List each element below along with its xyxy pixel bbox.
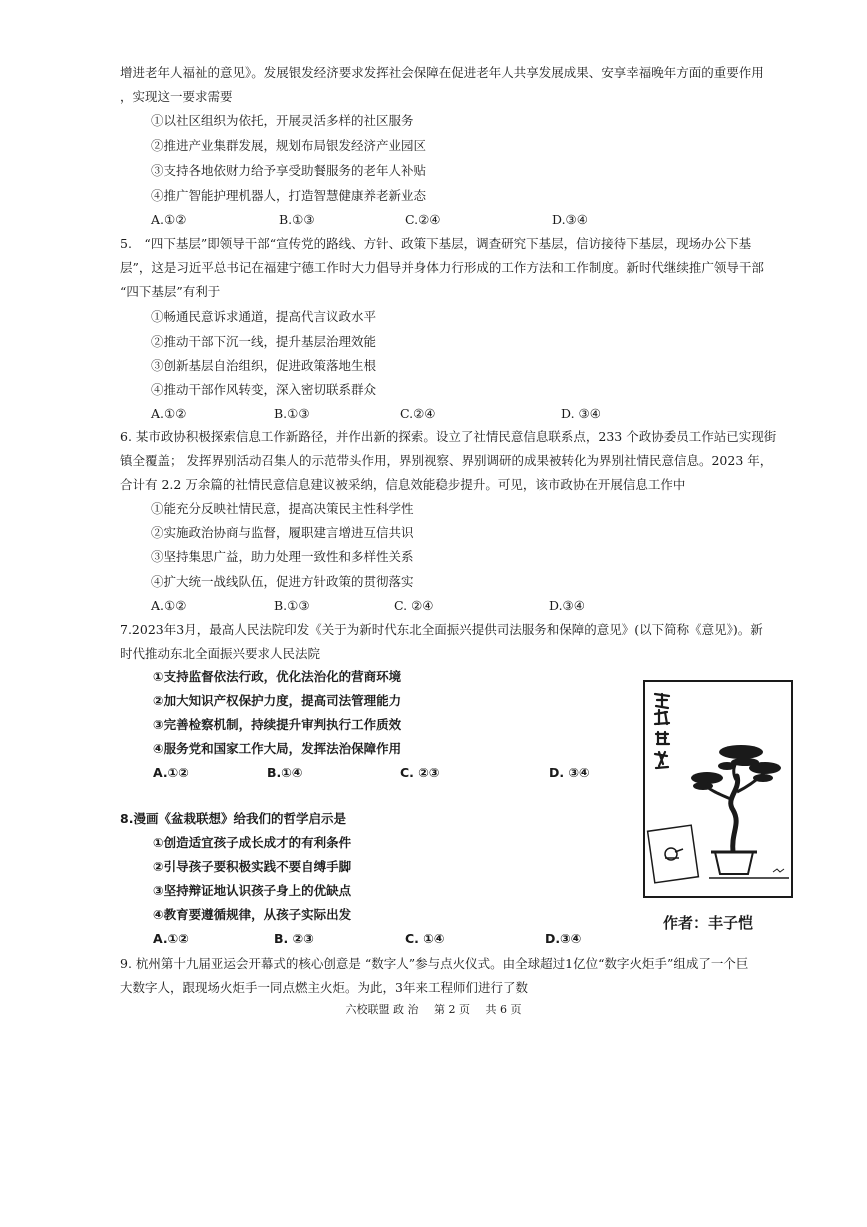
answer-d[interactable]: D.③④ [552,212,588,227]
answer-b[interactable]: B.①③ [274,598,310,613]
question-5-item-4: ④推动干部作风转变，深入密切联系群众 [151,382,377,397]
question-5-item-3: ③创新基层自治组织，促进政策落地生根 [151,358,377,373]
question-9-stem-line-1: 9. 杭州第十九届亚运会开幕式的核心创意是 “数字人”参与点火仪式。由全球超过1亿位“数字火炬手”组成了一个巨 [120,956,749,971]
question-7-stem-line-2: 时代推动东北全面振兴要求人民法院 [120,646,321,661]
answer-b[interactable]: B. ②③ [274,931,314,946]
question-8-item-1: ①创造适宜孩子成长成才的有利条件 [153,835,352,850]
answer-a[interactable]: A.①② [151,212,187,227]
answer-c[interactable]: C. ②④ [394,598,434,613]
answer-d[interactable]: D.③④ [549,598,585,613]
cartoon-caption: 作者：丰子恺 [663,914,754,932]
answer-b[interactable]: B.①③ [279,212,315,227]
question-6-item-1: ①能充分反映社情民意，提高决策民主性科学性 [151,501,414,516]
question-7-item-1: ①支持监督依法行政，优化法治化的营商环境 [153,669,402,684]
question-4-item-4: ④推广智能护理机器人，打造智慧健康养老新业态 [151,188,427,203]
question-4-stem-line-1: 增进老年人福祉的意见》。发展银发经济要求发挥社会保障在促进老年人共享发展成果、安享幸福晚年方面的重要作用 [120,65,764,80]
question-4-item-1: ①以社区组织为依托，开展灵活多样的社区服务 [151,113,414,128]
question-6-item-3: ③坚持集思广益，助力处理一致性和多样性关系 [151,549,414,564]
answer-a[interactable]: A.①② [151,406,187,421]
answer-d[interactable]: D.③④ [545,931,582,946]
question-5-item-1: ①畅通民意诉求通道，提高代言议政水平 [151,309,377,324]
bonsai-drawing [645,682,791,896]
question-4-item-2: ②推进产业集群发展，规划布局银发经济产业园区 [151,138,427,153]
question-9-stem-line-2: 大数字人，跟现场火炬手一同点燃主火炬。为此，3年来工程师们进行了数 [120,980,528,995]
bonsai-cartoon-image [643,680,793,898]
answer-c[interactable]: C. ①④ [405,931,445,946]
question-6-stem-line-1: 6. 某市政协积极探索信息工作新路径，并作出新的探索。设立了社情民意信息联系点，233 个政协委员工作站已实现街 [120,429,777,444]
question-7-stem-line-1: 7.2023年3月，最高人民法院印发《关于为新时代东北全面振兴提供司法服务和保障的意见》(以下简称《意见》)。新 [120,622,763,637]
question-4-stem-line-2: ，实现这一要求需要 [120,89,233,104]
page-footer [0,1003,867,1017]
answer-c[interactable]: C.②④ [405,212,441,227]
question-8-item-2: ②引导孩子要积极实践不要自缚手脚 [153,859,352,874]
question-4-item-3: ③支持各地依财力给予享受助餐服务的老年人补贴 [151,163,427,178]
question-6-item-2: ②实施政治协商与监督，履职建言增进互信共识 [151,525,414,540]
answer-b[interactable]: B.①③ [274,406,310,421]
answer-d[interactable]: D. ③④ [549,765,590,780]
answer-c[interactable]: C. ②③ [400,765,440,780]
question-7-item-3: ③完善检察机制，持续提升审判执行工作质效 [153,717,402,732]
answer-a[interactable]: A.①② [153,765,189,780]
answer-c[interactable]: C.②④ [400,406,436,421]
footer-exam-name: 六校联盟 政 治 [345,1003,419,1016]
question-7-item-4: ④服务党和国家工作大局，发挥法治保障作用 [153,741,402,756]
question-7-item-2: ②加大知识产权保护力度，提高司法管理能力 [153,693,402,708]
answer-b[interactable]: B.①④ [267,765,303,780]
footer-page-total: 共 6 页 [485,1003,522,1016]
answer-a[interactable]: A.①② [153,931,189,946]
question-5-stem-line-2: 层”，这是习近平总书记在福建宁德工作时大力倡导并身体力行形成的工作方法和工作制度。新时代继续推广领导干部 [120,260,764,275]
question-5-stem-line-1: 5. “四下基层”即领导干部“宣传党的路线、方针、政策下基层，调查研究下基层，信访接待下基层，现场办公下基 [120,236,752,251]
question-6-item-4: ④扩大统一战线队伍，促进方针政策的贯彻落实 [151,574,414,589]
question-8-item-4: ④教育要遵循规律，从孩子实际出发 [153,907,352,922]
question-6-stem-line-3: 合计有 2.2 万余篇的社情民意信息建议被采纳，信息效能稳步提升。可见，该市政协在开展信息工作中 [120,477,686,492]
footer-page-number: 第 2 页 [434,1003,470,1016]
question-5-stem-line-3: “四下基层”有利于 [120,284,221,299]
question-6-stem-line-2: 镇全覆盖； 发挥界别活动召集人的示范带头作用，界别视察、界别调研的成果被转化为界别社情民意信息。2023 年， [120,453,773,468]
question-8-stem: 8.漫画《盆栽联想》给我们的哲学启示是 [120,811,346,826]
question-5-item-2: ②推动干部下沉一线，提升基层治理效能 [151,334,377,349]
answer-a[interactable]: A.①② [151,598,187,613]
answer-d[interactable]: D. ③④ [561,406,601,421]
question-8-item-3: ③坚持辩证地认识孩子身上的优缺点 [153,883,352,898]
